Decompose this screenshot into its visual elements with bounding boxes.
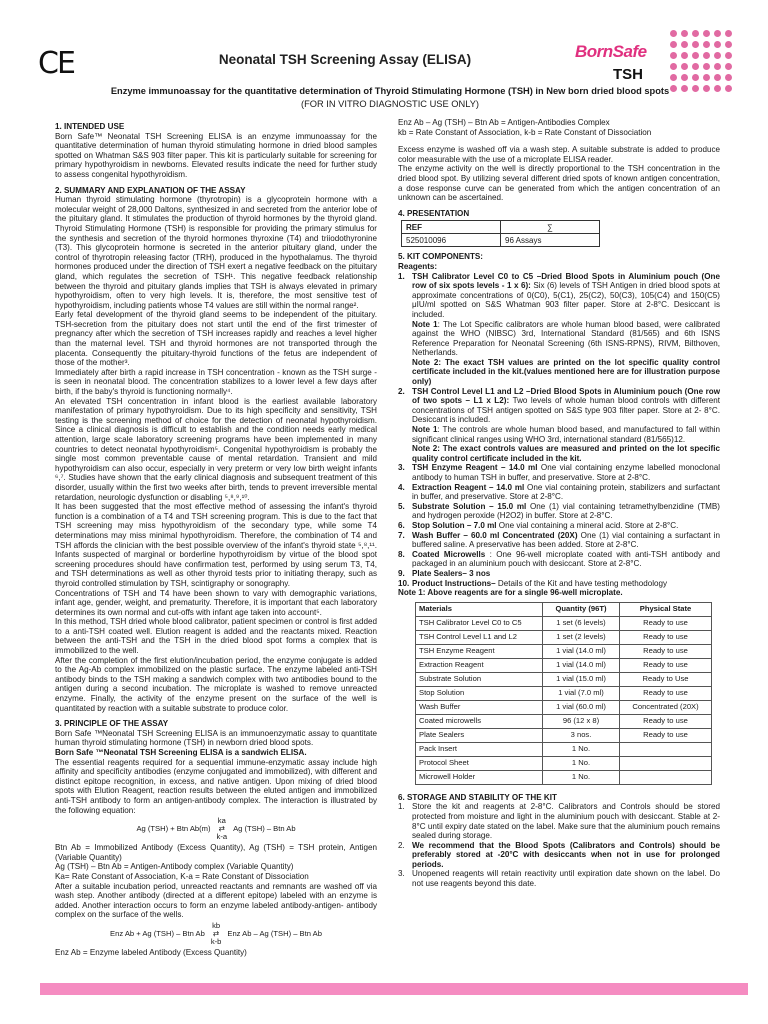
table-cell: Coated microwells [416, 714, 543, 728]
logo-product: TSH [613, 66, 643, 83]
table-row [416, 644, 712, 658]
list-text [412, 272, 720, 387]
rate-label: ka [217, 816, 226, 826]
decorative-dot [692, 63, 699, 70]
ivd-notice: (FOR IN VITRO DIAGNOSTIC USE ONLY) [300, 99, 480, 109]
equation-left: Ag (TSH) + Btn Ab(m) [136, 824, 211, 834]
decorative-dot [725, 41, 732, 48]
left-column [55, 118, 377, 958]
decorative-dot [703, 41, 710, 48]
table-row [416, 728, 712, 742]
list-number: 9. [398, 568, 405, 578]
rate-label: k-b [210, 936, 222, 946]
decorative-dot [714, 41, 721, 48]
item-title: Extraction Reagent – 14.0 ml [412, 482, 528, 492]
list-item [398, 502, 720, 521]
table-cell: 1 vial (14.0 ml) [543, 644, 620, 658]
table-cell: 1 No. [543, 756, 620, 770]
list-number: 8. [398, 549, 405, 559]
table-cell: Ready to use [620, 616, 712, 630]
list-number: 1. [398, 271, 405, 281]
ref-value: 525010096 [402, 234, 501, 247]
definition: Enz Ab – Ag (TSH) – Btn Ab = Antigen-Antibodies Complex [398, 118, 610, 127]
item-description: One vial containing a mineral acid. Store at 2-8°C. [498, 520, 679, 530]
list-item [398, 521, 720, 531]
table-cell: Microwell Holder [416, 770, 543, 784]
paragraph: In this method, TSH dried whole blood calibrator, patient specimen or control is first added to a anti-TSH coated well. Elution reagent is added and the reactants mixed. Reaction between the anti-TSH and the TSH in the dried blood spot forms a complex that is immobilized to the well. [55, 617, 377, 656]
item-description: One (1) vial containing a surfactant in buffered saline. A preservative has been added. Store at 2-8°C. [412, 530, 721, 550]
list-item [398, 531, 720, 550]
equation-1 [55, 817, 377, 841]
table-row [416, 616, 712, 630]
item-description: Six (6) levels of TSH Antigen in dried blood spots at approximate concentrations of 0(C0), 5(C1), 25(C2), 50(C3), 105(C4) and 150(C5) μIU/ml spotted on S&S Whatman 903 filter paper. Store at 2-8°C. Desiccant is included. [412, 281, 720, 319]
bornsafe-logo [575, 42, 665, 62]
paragraph: Immediately after birth a rapid increase in TSH concentration - known as the TSH surge - is seen in neonatal blood. The concentration stabilizes to a lower level a few days after birth, if the baby's thyroid is functioning normally⁴. [55, 367, 377, 397]
list-number: 7. [398, 530, 405, 540]
table-cell: 1 No. [543, 742, 620, 756]
storage-list [398, 802, 720, 888]
arrow-icon: ⇄ [218, 824, 225, 834]
paragraph: An elevated TSH concentration in infant blood is the earliest available laboratory manifestation of primary hypothyroidism. Due to its high specificity and sensitivity, TSH testing is the screening method of choice for the detection of neonatal hypothyroidism. Since a clinical diagnosis is difficult to establish and the condition needs early medical attention, large scale laboratory screening programs have been implemented in many countries to detect neonatal hypothyroidism⁵. Congenital hypothyroidism is probably the single most common preventable cause of mental retardation. Transient and mild hypothyroidism can also occur, especially in very preterm or very low birth weight infants ⁶,⁷. Studies have shown that the early clinical diagnosis and subsequent treatment of this disorder, usually within the first two weeks after birth, tends to prevent irreversible mental retardation, neurologic dysfunction or disabling ⁵,⁸,⁹,¹⁰. [55, 396, 377, 502]
table-cell: 1 vial (15.0 ml) [543, 672, 620, 686]
table-row [416, 770, 712, 784]
reagents-label: Reagents: [398, 261, 438, 271]
decorative-dot [670, 63, 677, 70]
decorative-dot [725, 30, 732, 37]
item-title: TSH Calibrator Level C0 to C5 –Dried Blood Spots in Aluminium pouch (One row of six spots levels - 1 x 6): [412, 271, 720, 291]
list-text: We recommend that the Blood Spots (Calibrators and Controls) should be preferably stored at -20°C with desiccants when not in use for prolonged periods. [412, 840, 720, 869]
table-cell: Stop Solution [416, 686, 543, 700]
item-title: Product Instructions– [412, 578, 498, 588]
item-description: One vial containing enzyme labelled monoclonal antibody to human TSH in buffer, and preservative. Store at 2-8°C. [412, 463, 720, 482]
list-number: 4. [398, 482, 405, 492]
intended-use-text: Born Safe™ Neonatal TSH Screening ELISA is an enzyme immunoassay for the quantitative determination of human thyroid stimulating hormone in dried blood samples spotted on Whatman S&S 903 filter paper. This kit is particularly suitable for screening for primary hypothyroidism in newborns. Elevated results indicate the need for further study to assess congenital hypothyroidism. [55, 131, 377, 179]
decorative-dot [692, 30, 699, 37]
ce-mark: CE [38, 46, 74, 81]
list-item [398, 272, 720, 387]
table-cell: Ready to use [620, 630, 712, 644]
rate-label: k-a [216, 832, 228, 842]
paragraph: Concentrations of TSH and T4 have been shown to vary with demographic variations, infant age, gender, weight, and prematurity. Therefore, it is important that each laboratory determines its own normal and cut-offs with infant age taken into account⁵. [55, 588, 377, 617]
table-row [416, 672, 712, 686]
list-number: 10. [398, 578, 410, 588]
list-text: Store the kit and reagents at 2-8°C. Calibrators and Controls should be stored protected from moisture and light in the aluminium pouch with desiccant. Stable at 2-8°C until expiry date stated on the label. Make sure that the aluminium pouch remains sealed during storage. [412, 802, 720, 841]
equilibrium-arrows [217, 817, 228, 841]
assay-count: 96 Assays [501, 234, 600, 247]
decorative-dot [703, 52, 710, 59]
paragraph: After the completion of the first elution/incubation period, the enzyme conjugate is added to the Ag-Ab complex immobilized on the plastic surface. The enzyme labeled anti-TSH antibody binds to the TSH making a sandwich complex with two antibodies bound to the antigen during a second incubation. The microplate is washed to remove unreacted enzyme. Finally, the activity of the enzyme present on the surface of the well is quantitated by reaction with a suitable substrate to produce color. [55, 655, 377, 713]
document-subtitle: Enzyme immunoassay for the quantitative determination of Thyroid Stimulating Hormone (TSH) in New born dried blood spots [110, 86, 670, 96]
list-number: 3. [398, 463, 405, 473]
section-heading: 3. PRINCIPLE OF THE ASSAY [55, 719, 169, 729]
table-cell: TSH Control Level L1 and L2 [416, 630, 543, 644]
decorative-dot [670, 52, 677, 59]
note: Note 2: The exact controls values are measured and printed on the lot specific quality control certificate included in the kit. [412, 444, 720, 463]
paragraph: Excess enzyme is washed off via a wash step. A suitable substrate is added to produce color measurable with the use of a microplate ELISA reader. [398, 145, 720, 164]
definition: Ka= Rate Constant of Association, K-a = Rate Constant of Dissociation [55, 871, 309, 881]
item-title: Wash Buffer – 60.0 ml Concentrated (20X) [412, 530, 581, 540]
decorative-dot [725, 85, 732, 92]
list-number: 5. [398, 501, 405, 511]
column-header: Physical State [620, 602, 712, 616]
item-title: TSH Control Level L1 and L2 –Dried Blood Spots in Aluminium pouch (One row of two spots – L1 x L2): [412, 386, 720, 406]
item-title: TSH Enzyme Reagent – 14.0 ml [412, 463, 541, 473]
list-item [398, 841, 720, 870]
list-text [412, 463, 720, 482]
item-description: One vial containing protein, stabilizers and surfactant in buffer, and preservative. Store at 2-8°C. [412, 482, 720, 502]
table-cell [620, 756, 712, 770]
list-number: 3. [398, 869, 405, 879]
list-text [412, 569, 720, 579]
table-row [416, 630, 712, 644]
equilibrium-arrows [211, 922, 222, 946]
note: Note 1: Above reagents are for a single 96-well microplate. [398, 588, 623, 598]
section-heading: 4. PRESENTATION [398, 208, 470, 218]
item-title: Plate Sealers– 3 nos [412, 568, 491, 578]
table-cell: Wash Buffer [416, 700, 543, 714]
table-cell: Ready to use [620, 658, 712, 672]
paragraph: After a suitable incubation period, unreacted reactants and remnants are washed off via wash step. Another antibody (directed at a different epitope) labeled with an enzyme is added. Another interaction occurs to form an enzyme labeled antibody-antigen- antibody complex on the surface of the wells. [55, 881, 377, 920]
paragraph: Early fetal development of the thyroid gland seems to be independent of the pituitary. TSH-secretion from the pituitary does not start until the end of the first trimester of pregnancy after which the secretion of TSH increases rapidly and reaches a level higher than the maternal level. TSH and thyroid hormones are not transported through the placenta. Consequently the pituitary-thyroid functions of the fetus are independent of those of the mother³. [55, 310, 377, 368]
table-cell: Ready to use [620, 686, 712, 700]
note [412, 320, 720, 358]
decorative-dot [703, 30, 710, 37]
paragraph: It has been suggested that the most effective method of assessing the infant's thyroid function is a combination of a T4 and TSH screening program. This is due to the fact that TSH screening may miss hypothyroidism of the secondary type, while some T4 determinations may miss minimal hypothyroidism. Therefore, the combination of T4 and TSH affords the clinician with the best possible overview of the infant's thyroid state ⁵,⁸,¹¹. Infants suspected of marginal or borderline hypothyroidism by virtue of the blood spot screening procedures should have confirmation test, performed by using serum T3, T4, and TSH determinations as well as other thyroid tests prior to initiating therapy, such as thyroid controlled stimulation by TSH, scintigraphy or sonography. [55, 502, 377, 588]
decorative-dot [670, 74, 677, 81]
table-cell: TSH Enzyme Reagent [416, 644, 543, 658]
decorative-dot [670, 30, 677, 37]
table-cell: Ready to Use [620, 672, 712, 686]
materials-table [415, 602, 712, 785]
list-item [398, 802, 720, 840]
equation-2 [55, 922, 377, 946]
note [412, 425, 720, 444]
column-header: Materials [416, 602, 543, 616]
equation-right: Ag (TSH) – Btn Ab [233, 824, 296, 834]
table-cell: 96 (12 x 8) [543, 714, 620, 728]
note-label: Note 1 [412, 425, 438, 435]
decorative-dot [714, 30, 721, 37]
logo-name: BornSafe [575, 42, 647, 61]
table-cell: Plate Sealers [416, 728, 543, 742]
table-cell: Extraction Reagent [416, 658, 543, 672]
decorative-dot [681, 30, 688, 37]
table-cell: 1 set (6 levels) [543, 616, 620, 630]
paragraph: Born Safe ™Neonatal TSH Screening ELISA is a sandwich ELISA. [55, 748, 307, 757]
decorative-dot [681, 74, 688, 81]
list-text [412, 531, 720, 550]
paragraph: The essential reagents required for a sequential immune-enzymatic assay include high affinity and specificity antibodies (enzyme conjugated and immobilized), with different and distinct epitope recognition, in excess, and native antigen. Upon mixing of dried blood spots with Elution Reagent, reaction results between the eluted antigen and immobilized anti-TSH antibody to form an antigen-antibody complex. The interaction is illustrated by the following equation: [55, 757, 377, 815]
list-text [412, 550, 720, 569]
table-cell: 1 set (2 levels) [543, 630, 620, 644]
decorative-dot [725, 63, 732, 70]
column-header: Quantity (96T) [543, 602, 620, 616]
item-description: Two levels of whole human blood controls with different concentrations of TSH antigen spotted on S&S type 903 filter paper. Store at 2- 8°C. Desiccant is included. [412, 396, 721, 425]
note: Note 2: The exact TSH values are printed on the lot specific quality control certificate included in the kit.(values mentioned here are for illustration purpose only) [412, 357, 720, 387]
definition: Enz Ab = Enzyme labeled Antibody (Excess Quantity) [55, 947, 247, 957]
test-count-icon: ∑ [501, 221, 600, 234]
list-text [412, 483, 720, 502]
list-text [412, 387, 720, 464]
definition: Ag (TSH) – Btn Ab = Antigen-Antibody complex (Variable Quantity) [55, 862, 294, 872]
rate-label: kb [212, 920, 221, 930]
table-cell: 1 vial (14.0 ml) [543, 658, 620, 672]
definition: Btn Ab = Immobilized Antibody (Excess Quantity), Ag (TSH) = TSH protein, Antigen (Variable Quantity) [55, 843, 377, 862]
list-item [398, 387, 720, 464]
list-number: 6. [398, 520, 405, 530]
note-text: : The controls are whole human blood based, and manufactured to fall within significant clinical ranges using WHO 3rd, international standard (81/565)12. [412, 425, 720, 444]
table-row [416, 742, 712, 756]
list-item [398, 483, 720, 502]
table-cell: 1 vial (7.0 ml) [543, 686, 620, 700]
section-heading: 5. KIT COMPONENTS: [398, 252, 483, 262]
list-item [398, 463, 720, 482]
section-heading: 2. SUMMARY AND EXPLANATION OF THE ASSAY [55, 185, 246, 195]
section-heading: 1. INTENDED USE [55, 122, 125, 131]
paragraph: Born Safe ™Neonatal TSH Screening ELISA is an immunoenzymatic assay to quantitate human thyroid stimulating hormone (TSH) in newborn dried blood spots. [55, 728, 377, 748]
decorative-dot [714, 63, 721, 70]
note-text: : The Lot Specific calibrators are whole human blood based, were calibrated against the WHO (NIBSC) 3rd, International Standard (81/565) and 6th ISNS Reference Preparation for Neonatal Screening (6th ISNS-RPNS), RIVM, Bilthoven, Netherlands. [412, 319, 720, 358]
list-item [398, 550, 720, 569]
decorative-dot [714, 52, 721, 59]
decorative-dot [714, 74, 721, 81]
decorative-dot [703, 74, 710, 81]
list-text [412, 579, 720, 589]
table-cell: Ready to use [620, 644, 712, 658]
item-description: Details of the Kit and have testing methodology [497, 578, 668, 588]
list-number: 2. [398, 840, 405, 850]
equation-left: Enz Ab + Ag (TSH) – Btn Ab [110, 929, 205, 939]
arrow-icon: ⇄ [212, 928, 220, 938]
table-cell: Substrate Solution [416, 672, 543, 686]
decorative-dot [725, 74, 732, 81]
list-text: Unopened reagents will retain reactivity until expiration date shown on the label. Do not use reagents beyond this date. [412, 869, 720, 889]
decorative-dot [681, 41, 688, 48]
table-row [416, 714, 712, 728]
table-header-row [416, 602, 712, 616]
item-title: Substrate Solution – 15.0 ml [412, 501, 530, 511]
paragraph: The enzyme activity on the well is directly proportional to the TSH concentration in the dried blood spot. By utilizing several different dried spots of known antigen concentration, a dose response curve can be generated from which the antigen concentration of an unknown can be ascertained. [398, 164, 720, 203]
equation-right: Enz Ab – Ag (TSH) – Btn Ab [227, 929, 322, 939]
decorative-dot [692, 52, 699, 59]
table-cell: Pack Insert [416, 742, 543, 756]
note-label: Note 1 [412, 319, 438, 329]
table-cell: Protocol Sheet [416, 756, 543, 770]
table-row [416, 700, 712, 714]
table-cell: 1 vial (60.0 ml) [543, 700, 620, 714]
decorative-dot [703, 63, 710, 70]
decorative-dot [692, 74, 699, 81]
item-description: One (1) vial containing tetramethylbenzidine (TMB) and hydrogen peroxide (H2O2) in buffer. Store at 2-8°C. [412, 501, 720, 521]
table-body [416, 616, 712, 784]
table-cell: 3 nos. [543, 728, 620, 742]
table-cell: 1 No. [543, 770, 620, 784]
footer-bar [40, 983, 748, 995]
kit-component-list [398, 272, 720, 589]
list-number: 2. [398, 386, 405, 396]
table-cell: Ready to use [620, 714, 712, 728]
list-item [398, 569, 720, 579]
table-cell: TSH Calibrator Level C0 to C5 [416, 616, 543, 630]
table-row [416, 658, 712, 672]
decorative-dot [725, 52, 732, 59]
page-title: Neonatal TSH Screening Assay (ELISA) [218, 52, 472, 67]
list-text [412, 521, 720, 531]
table-cell [620, 742, 712, 756]
section-heading: 6. STORAGE AND STABILITY OF THE KIT [398, 792, 557, 802]
list-item [398, 579, 720, 589]
decorative-dot [681, 63, 688, 70]
right-column [398, 118, 720, 889]
table-cell: Ready to use [620, 728, 712, 742]
decorative-dot [692, 41, 699, 48]
table-cell [620, 770, 712, 784]
list-item [398, 869, 720, 888]
list-text [412, 502, 720, 521]
definition: kb = Rate Constant of Association, k-b = Rate Constant of Dissociation [398, 127, 652, 137]
table-row [416, 756, 712, 770]
decorative-dot [681, 52, 688, 59]
table-row [416, 686, 712, 700]
item-description: : One 96-well microplate coated with anti-TSH antibody and packaged in an aluminium pouch with desiccant. Store at 2-8°C. [412, 549, 721, 569]
table-cell: Concentrated (20X) [620, 700, 712, 714]
ref-label: REF [402, 221, 501, 234]
presentation-table [401, 220, 600, 247]
item-title: Coated Microwells [412, 549, 490, 559]
list-number: 1. [398, 802, 405, 812]
decorative-dot [670, 41, 677, 48]
paragraph: Human thyroid stimulating hormone (thyrotropin) is a glycoprotein hormone with a molecular weight of 28,000 Daltons, synthesized in and secreted from the anterior lobe of the pituitary gland. It stimulates the production of thyroid hormones by the thyroid gland. Thyroid Stimulating Hormone (TSH) is responsible for providing the primary stimulus for the synthesis and secretion of the thyroid hormones thyroxine (T4) and triiodothyronine (T3). This glycoprotein hormone is secreted in the anterior pituitary gland, under the control of thyrotropin releasing factor (TRH), produced in the hypothalamus. The thyroid hormones produced under the direction of TSH exert a negative feedback on the pituitary gland, which regulates the secretion of TSH¹. This negative feedback relationship between the thyroid and pituitary glands implies that TSH is always elevated in primary hypothyroidism, often to very high levels. It is, therefore, the most sensitive test of hypothyroidism, including patients whose T4 values are still within the normal range². [55, 195, 377, 310]
item-title: Stop Solution – 7.0 ml [412, 520, 499, 530]
